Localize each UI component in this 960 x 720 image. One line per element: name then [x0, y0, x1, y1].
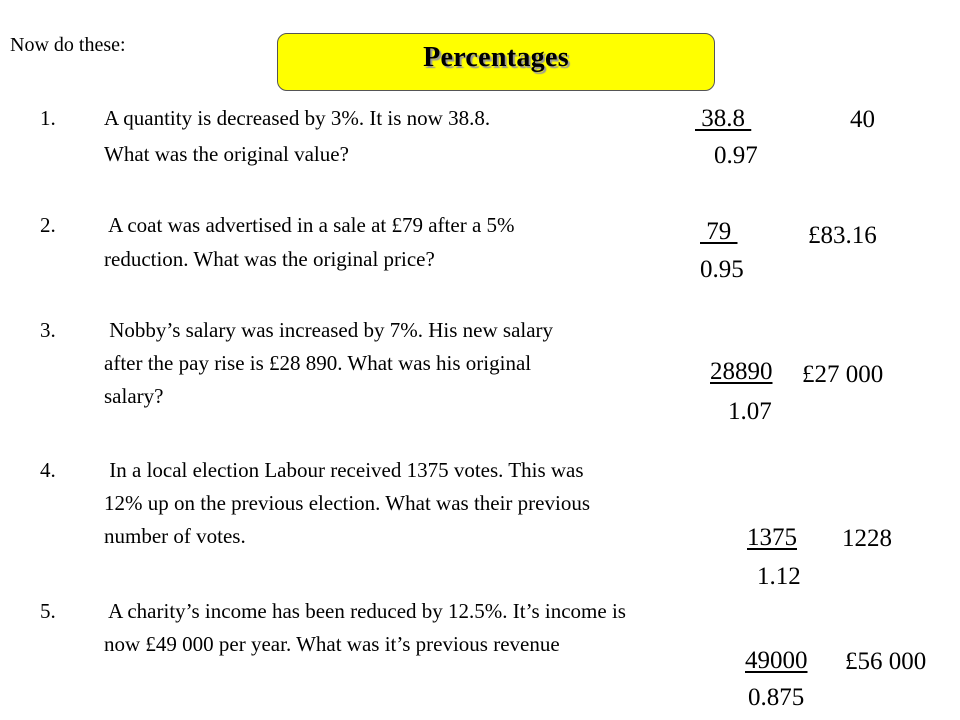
question-line: salary? — [104, 384, 164, 408]
fraction-numerator: 79 — [700, 218, 738, 245]
intro-text: Now do these: — [10, 34, 126, 56]
fraction-denominator: 0.97 — [714, 142, 758, 169]
answer: 40 — [850, 106, 875, 133]
answer: £56 000 — [845, 648, 927, 675]
question-line: A quantity is decreased by 3%. It is now 38.8. — [104, 106, 491, 130]
fraction-numerator: 28890 — [710, 358, 773, 385]
question-number: 5. — [40, 599, 56, 623]
question-line: In a local election Labour received 1375 votes. This was — [104, 458, 584, 482]
question-line: A coat was advertised in a sale at £79 after a 5% — [104, 213, 515, 237]
page-title: Percentages — [423, 42, 569, 73]
fraction-numerator: 1375 — [747, 524, 797, 551]
fraction-denominator: 0.875 — [748, 684, 805, 711]
answer: £83.16 — [808, 222, 877, 249]
question-number: 2. — [40, 213, 56, 237]
question-number: 3. — [40, 318, 56, 342]
question-number: 4. — [40, 458, 56, 482]
question-line: reduction. What was the original price? — [104, 247, 435, 271]
question-line: 12% up on the previous election. What was their previous — [104, 491, 590, 515]
fraction-numerator: 49000 — [745, 647, 808, 674]
question-line: What was the original value? — [104, 142, 349, 166]
question-number: 1. — [40, 106, 56, 130]
question-line: after the pay rise is £28 890. What was his original — [104, 351, 532, 375]
question-line: now £49 000 per year. What was it’s previous revenue — [104, 632, 560, 656]
fraction-denominator: 1.12 — [757, 563, 801, 590]
question-line: number of votes. — [104, 524, 246, 548]
fraction-numerator: 38.8 — [695, 105, 752, 132]
question-line: Nobby’s salary was increased by 7%. His new salary — [104, 318, 554, 342]
answer: 1228 — [842, 525, 892, 552]
question-line: A charity’s income has been reduced by 12.5%. It’s income is — [104, 599, 626, 623]
fraction-denominator: 0.95 — [700, 256, 744, 283]
fraction-denominator: 1.07 — [728, 398, 772, 425]
answer: £27 000 — [802, 361, 884, 388]
